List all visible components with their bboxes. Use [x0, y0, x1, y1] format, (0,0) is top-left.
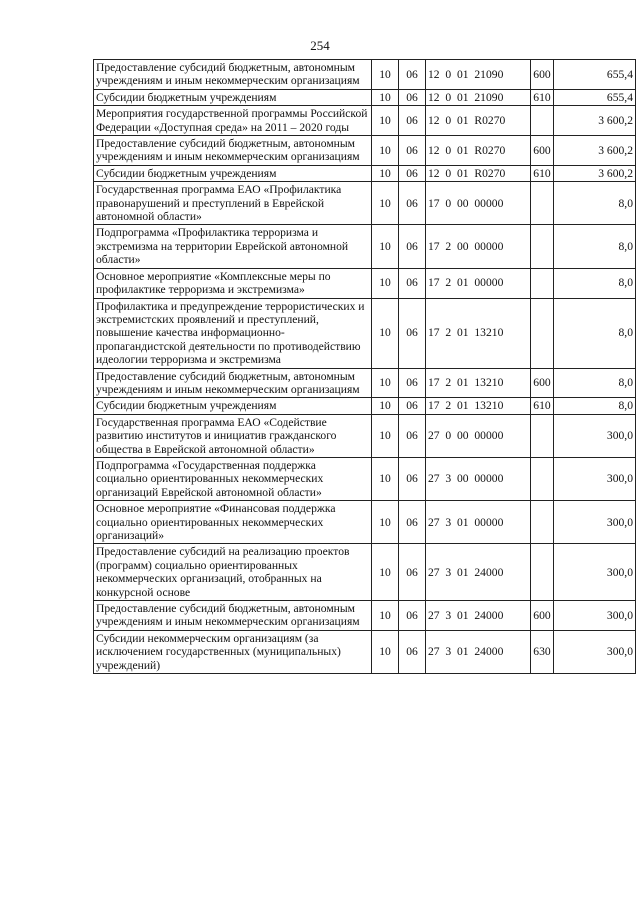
- amount-value: 655,4: [554, 89, 636, 105]
- section-code: 10: [372, 182, 399, 225]
- expense-type-code: 600: [531, 60, 554, 90]
- table-row: [94, 501, 636, 544]
- expense-type-code: 630: [531, 630, 554, 673]
- target-article-code: 17 2 00 00000: [426, 225, 531, 268]
- expense-type-code: 610: [531, 89, 554, 105]
- expense-type-code: 610: [531, 398, 554, 414]
- subsection-code: 06: [399, 601, 426, 631]
- subsection-code: 06: [399, 414, 426, 457]
- amount-value: 3 600,2: [554, 136, 636, 166]
- target-article-code: 27 3 01 24000: [426, 601, 531, 631]
- amount-value: 300,0: [554, 457, 636, 500]
- row-description: Профилактика и предупреждение террористических и экстремистских проявлений и преступлений, повышение качества информационно-пропагандистской деятельности по противодействию идеологии терроризма и экстремизма: [94, 298, 372, 368]
- expense-type-code: 600: [531, 601, 554, 631]
- row-description: Предоставление субсидий бюджетным, автономным учреждениям и иным некоммерческим организациям: [94, 60, 372, 90]
- expense-type-code: [531, 457, 554, 500]
- target-article-code: 12 0 01 21090: [426, 60, 531, 90]
- amount-value: 300,0: [554, 501, 636, 544]
- subsection-code: 06: [399, 268, 426, 298]
- section-code: 10: [372, 368, 399, 398]
- expense-type-code: [531, 225, 554, 268]
- section-code: 10: [372, 106, 399, 136]
- section-code: 10: [372, 136, 399, 166]
- amount-value: 300,0: [554, 414, 636, 457]
- table-row: [94, 544, 636, 601]
- table-row: [94, 630, 636, 673]
- target-article-code: 27 3 01 00000: [426, 501, 531, 544]
- amount-value: 300,0: [554, 544, 636, 601]
- row-description: Предоставление субсидий бюджетным, автономным учреждениям и иным некоммерческим организациям: [94, 136, 372, 166]
- section-code: 10: [372, 89, 399, 105]
- row-description: Основное мероприятие «Комплексные меры по профилактике терроризма и экстремизма»: [94, 268, 372, 298]
- target-article-code: 12 0 01 R0270: [426, 106, 531, 136]
- table-row: [94, 136, 636, 166]
- section-code: 10: [372, 457, 399, 500]
- amount-value: 3 600,2: [554, 165, 636, 181]
- subsection-code: 06: [399, 368, 426, 398]
- subsection-code: 06: [399, 225, 426, 268]
- section-code: 10: [372, 414, 399, 457]
- amount-value: 8,0: [554, 368, 636, 398]
- section-code: 10: [372, 268, 399, 298]
- section-code: 10: [372, 501, 399, 544]
- row-description: Подпрограмма «Государственная поддержка социально ориентированных некоммерческих организаций Еврейской автономной области»: [94, 457, 372, 500]
- expense-type-code: [531, 501, 554, 544]
- subsection-code: 06: [399, 630, 426, 673]
- expense-type-code: 610: [531, 165, 554, 181]
- target-article-code: 17 2 01 13210: [426, 368, 531, 398]
- expense-type-code: [531, 182, 554, 225]
- expense-type-code: [531, 544, 554, 601]
- subsection-code: 06: [399, 501, 426, 544]
- target-article-code: 17 2 01 13210: [426, 398, 531, 414]
- section-code: 10: [372, 601, 399, 631]
- subsection-code: 06: [399, 298, 426, 368]
- subsection-code: 06: [399, 457, 426, 500]
- amount-value: 8,0: [554, 298, 636, 368]
- table-row: [94, 457, 636, 500]
- budget-table-body: [94, 60, 636, 674]
- row-description: Субсидии бюджетным учреждениям: [94, 165, 372, 181]
- table-row: [94, 414, 636, 457]
- amount-value: 300,0: [554, 630, 636, 673]
- subsection-code: 06: [399, 398, 426, 414]
- section-code: 10: [372, 225, 399, 268]
- section-code: 10: [372, 60, 399, 90]
- table-row: [94, 398, 636, 414]
- row-description: Предоставление субсидий бюджетным, автономным учреждениям и иным некоммерческим организациям: [94, 368, 372, 398]
- expense-type-code: 600: [531, 136, 554, 166]
- table-row: [94, 182, 636, 225]
- row-description: Государственная программа ЕАО «Профилактика правонарушений и преступлений в Еврейской автономной области»: [94, 182, 372, 225]
- target-article-code: 27 3 01 24000: [426, 630, 531, 673]
- target-article-code: 12 0 01 R0270: [426, 136, 531, 166]
- subsection-code: 06: [399, 106, 426, 136]
- table-row: [94, 60, 636, 90]
- amount-value: 300,0: [554, 601, 636, 631]
- row-description: Основное мероприятие «Финансовая поддержка социально ориентированных некоммерческих организаций»: [94, 501, 372, 544]
- subsection-code: 06: [399, 136, 426, 166]
- target-article-code: 12 0 01 21090: [426, 89, 531, 105]
- table-row: [94, 225, 636, 268]
- amount-value: 8,0: [554, 268, 636, 298]
- table-row: [94, 298, 636, 368]
- expense-type-code: 600: [531, 368, 554, 398]
- target-article-code: 17 2 01 00000: [426, 268, 531, 298]
- row-description: Предоставление субсидий на реализацию проектов (программ) социально ориентированных некоммерческих организаций, отобранных на конкурсной основе: [94, 544, 372, 601]
- amount-value: 8,0: [554, 398, 636, 414]
- section-code: 10: [372, 544, 399, 601]
- page-number: 254: [310, 38, 330, 53]
- subsection-code: 06: [399, 182, 426, 225]
- target-article-code: 27 3 00 00000: [426, 457, 531, 500]
- expense-type-code: [531, 268, 554, 298]
- row-description: Субсидии некоммерческим организациям (за исключением государственных (муниципальных) учреждений): [94, 630, 372, 673]
- row-description: Субсидии бюджетным учреждениям: [94, 89, 372, 105]
- table-row: [94, 165, 636, 181]
- target-article-code: 17 0 00 00000: [426, 182, 531, 225]
- target-article-code: 27 3 01 24000: [426, 544, 531, 601]
- section-code: 10: [372, 398, 399, 414]
- subsection-code: 06: [399, 165, 426, 181]
- amount-value: 8,0: [554, 225, 636, 268]
- amount-value: 8,0: [554, 182, 636, 225]
- row-description: Предоставление субсидий бюджетным, автономным учреждениям и иным некоммерческим организациям: [94, 601, 372, 631]
- table-row: [94, 106, 636, 136]
- row-description: Государственная программа ЕАО «Содействие развитию институтов и инициатив гражданского общества в Еврейской автономной области»: [94, 414, 372, 457]
- target-article-code: 12 0 01 R0270: [426, 165, 531, 181]
- row-description: Мероприятия государственной программы Российской Федерации «Доступная среда» на 2011 – 2020 годы: [94, 106, 372, 136]
- budget-table: [93, 59, 636, 674]
- amount-value: 655,4: [554, 60, 636, 90]
- subsection-code: 06: [399, 89, 426, 105]
- section-code: 10: [372, 165, 399, 181]
- table-row: [94, 368, 636, 398]
- section-code: 10: [372, 298, 399, 368]
- expense-type-code: [531, 414, 554, 457]
- table-row: [94, 268, 636, 298]
- table-row: [94, 601, 636, 631]
- subsection-code: 06: [399, 544, 426, 601]
- row-description: Подпрограмма «Профилактика терроризма и экстремизма на территории Еврейской автономной области»: [94, 225, 372, 268]
- subsection-code: 06: [399, 60, 426, 90]
- target-article-code: 27 0 00 00000: [426, 414, 531, 457]
- expense-type-code: [531, 106, 554, 136]
- expense-type-code: [531, 298, 554, 368]
- amount-value: 3 600,2: [554, 106, 636, 136]
- section-code: 10: [372, 630, 399, 673]
- table-row: [94, 89, 636, 105]
- target-article-code: 17 2 01 13210: [426, 298, 531, 368]
- row-description: Субсидии бюджетным учреждениям: [94, 398, 372, 414]
